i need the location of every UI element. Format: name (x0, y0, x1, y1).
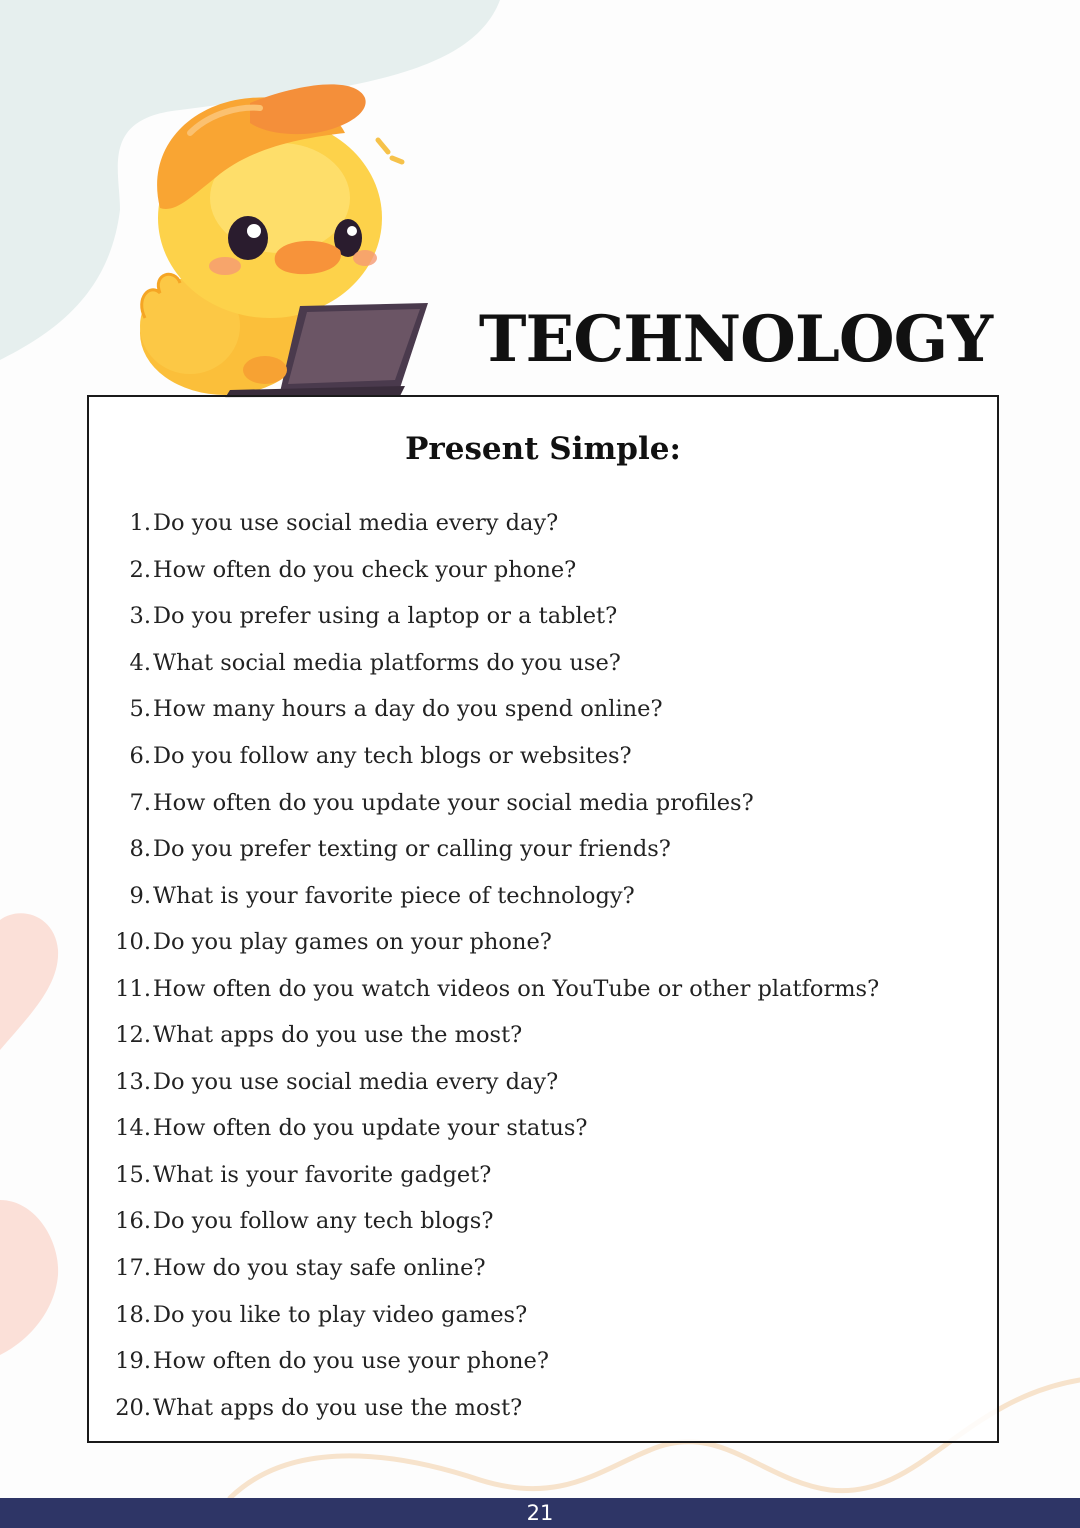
question-number: 11. (115, 975, 151, 1002)
question-number: 8. (129, 836, 151, 863)
question-number: 10. (115, 929, 151, 956)
question-number: 12. (115, 1022, 151, 1049)
question-item (89, 919, 879, 966)
peach-blob-bottom (0, 1200, 58, 1355)
question-text: Do you play games on your phone? (153, 929, 552, 956)
page-number: 21 (526, 1501, 554, 1525)
questions-panel (87, 395, 999, 1443)
question-item (89, 826, 879, 873)
question-number: 1. (129, 510, 151, 537)
question-text: How often do you update your social media profiles? (153, 789, 754, 816)
question-number: 6. (129, 743, 151, 769)
question-item (89, 872, 879, 919)
question-list (89, 500, 879, 1431)
question-number: 20. (115, 1394, 151, 1421)
question-item (89, 1291, 879, 1338)
peach-blob-top (0, 913, 58, 1050)
question-text: What apps do you use the most? (153, 1022, 523, 1049)
page-title: TECHNOLOGY (478, 302, 992, 377)
question-text: What social media platforms do you use? (153, 649, 621, 676)
footer-bar (0, 1498, 1080, 1528)
question-number: 13. (115, 1068, 151, 1095)
question-item (89, 686, 879, 733)
question-number: 18. (115, 1301, 151, 1328)
question-item (89, 1059, 879, 1106)
question-number: 14. (115, 1115, 151, 1142)
question-text: Do you like to play video games? (153, 1301, 528, 1328)
question-text: Do you follow any tech blogs or websites? (153, 743, 632, 769)
question-item (89, 640, 879, 687)
question-item (89, 547, 879, 594)
question-item (89, 1105, 879, 1152)
question-item (89, 779, 879, 826)
question-item (89, 1384, 879, 1431)
question-text: What apps do you use the most? (153, 1394, 523, 1421)
question-number: 9. (129, 882, 151, 909)
question-text: Do you prefer using a laptop or a tablet? (153, 603, 618, 630)
question-text: How often do you update your status? (153, 1115, 588, 1142)
question-number: 17. (115, 1255, 151, 1282)
question-text: What is your favorite piece of technology? (153, 882, 635, 909)
question-item (89, 1012, 879, 1059)
question-text: How many hours a day do you spend online? (153, 696, 663, 723)
question-number: 16. (115, 1208, 151, 1235)
question-number: 4. (129, 649, 151, 676)
question-number: 5. (129, 696, 151, 723)
question-item (89, 1338, 879, 1385)
question-number: 15. (115, 1161, 151, 1188)
question-text: What is your favorite gadget? (153, 1161, 492, 1188)
question-text: Do you follow any tech blogs? (153, 1208, 494, 1235)
question-item (89, 1245, 879, 1292)
question-item (89, 500, 879, 547)
question-item (89, 593, 879, 640)
question-item (89, 733, 879, 780)
question-text: Do you prefer texting or calling your friends? (153, 836, 671, 863)
question-text: Do you use social media every day? (153, 1068, 559, 1095)
question-number: 7. (129, 789, 151, 816)
question-item (89, 1198, 879, 1245)
question-text: How often do you check your phone? (153, 556, 577, 583)
question-item (89, 965, 879, 1012)
question-text: How often do you watch videos on YouTube or other platforms? (153, 975, 880, 1002)
question-item (89, 1152, 879, 1199)
question-text: Do you use social media every day? (153, 510, 559, 537)
question-text: How often do you use your phone? (153, 1348, 549, 1375)
duckling-with-laptop-icon (130, 78, 440, 403)
section-subtitle: Present Simple: (405, 431, 681, 467)
question-number: 19. (115, 1348, 151, 1375)
question-number: 3. (129, 603, 151, 630)
question-number: 2. (129, 556, 151, 583)
question-text: How do you stay safe online? (153, 1255, 486, 1282)
